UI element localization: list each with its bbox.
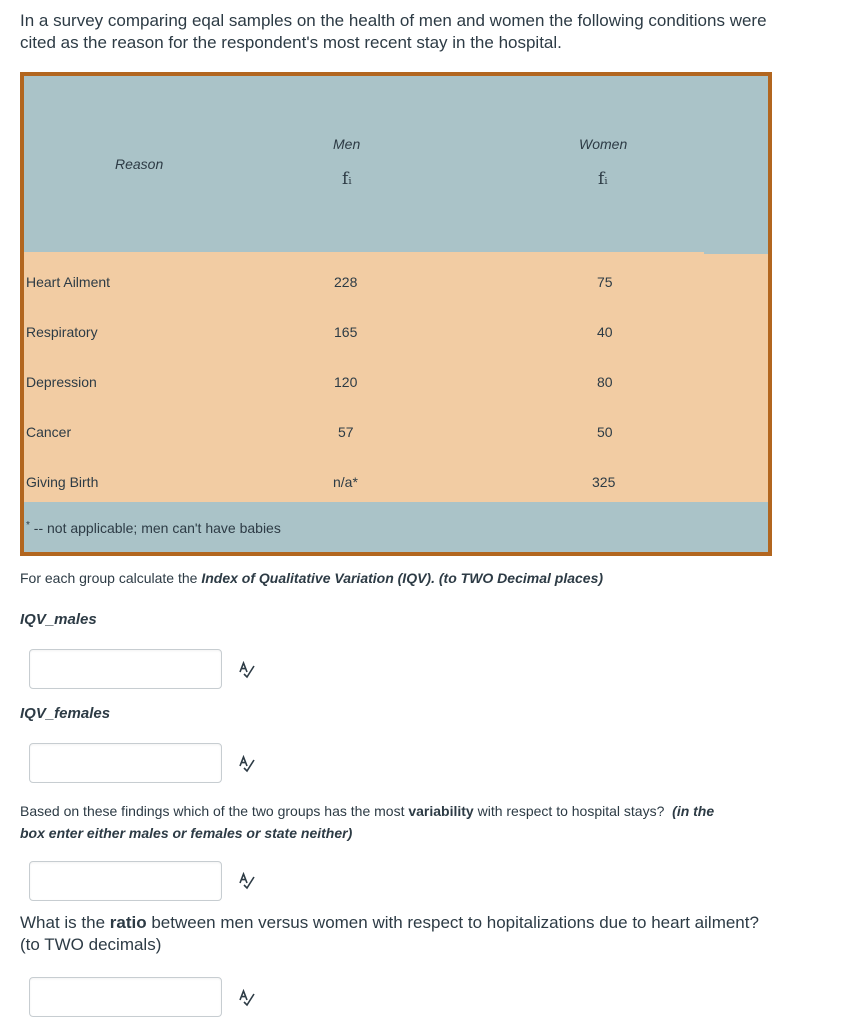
row-women-value: 50 [597,424,613,440]
row-women-value: 80 [597,374,613,390]
spellcheck-icon[interactable] [238,755,256,773]
footnote-star: * [26,520,30,531]
ratio-input[interactable] [29,977,222,1017]
question-variability-instruction: (in the box enter either males or females or state neither) [20,803,715,841]
row-men-value: 228 [334,274,358,290]
spellcheck-icon[interactable] [238,872,256,890]
row-reason: Respiratory [26,324,98,340]
reason-header: Reason [115,156,164,172]
question-variability [20,800,740,844]
header-band-edge [704,252,768,254]
row-men-value: 165 [334,324,358,340]
table-footer-band [24,502,768,552]
row-men-value: n/a* [333,474,358,490]
row-women-value: 325 [592,474,616,490]
iqv-females-input[interactable] [29,743,222,783]
row-reason: Cancer [26,424,72,440]
row-men-value: 57 [338,424,354,440]
row-men-value: 120 [334,374,358,390]
question-ratio-text: What is the [20,913,110,932]
question-variability-bold: variability [408,803,474,819]
question-variability-text: Based on these findings which of the two groups has the most [20,803,409,819]
question-iqv-precision: (to TWO Decimal places) [434,570,604,586]
label-iqv-males: IQV_males [20,611,97,628]
row-women-value: 40 [597,324,613,340]
spellcheck-icon[interactable] [238,661,256,679]
footnote [26,520,281,536]
question-ratio-tail: between men versus women with respect to hopitalizations due to heart ailment? (to TWO decimals) [20,913,759,954]
row-reason: Depression [26,374,97,390]
question-iqv-emphasis: Index of Qualitative Variation (IQV). [201,570,435,586]
iqv-males-input[interactable] [29,649,222,689]
men-freq-symbol: fᵢ [342,169,352,189]
men-header: Men [333,136,361,152]
question-ratio [20,912,780,956]
intro-text: In a survey comparing eqal samples on the health of men and women the following conditions were cited as the reason for the respondent's most recent stay in the hospital. [20,11,767,52]
question-iqv-text: For each group calculate the [20,570,202,586]
spellcheck-icon[interactable] [238,989,256,1007]
row-reason: Heart Ailment [26,274,111,290]
question-variability-tail: with respect to hospital stays? [473,803,665,819]
label-iqv-females: IQV_females [20,705,111,722]
footnote-text: -- not applicable; men can't have babies [29,520,281,536]
row-reason: Giving Birth [26,474,99,490]
question-ratio-bold: ratio [109,913,147,932]
row-women-value: 75 [597,274,613,290]
women-freq-symbol: fᵢ [598,169,608,189]
women-header: Women [579,136,628,152]
question-iqv [20,570,603,586]
variability-input[interactable] [29,861,222,901]
data-table [20,72,772,556]
